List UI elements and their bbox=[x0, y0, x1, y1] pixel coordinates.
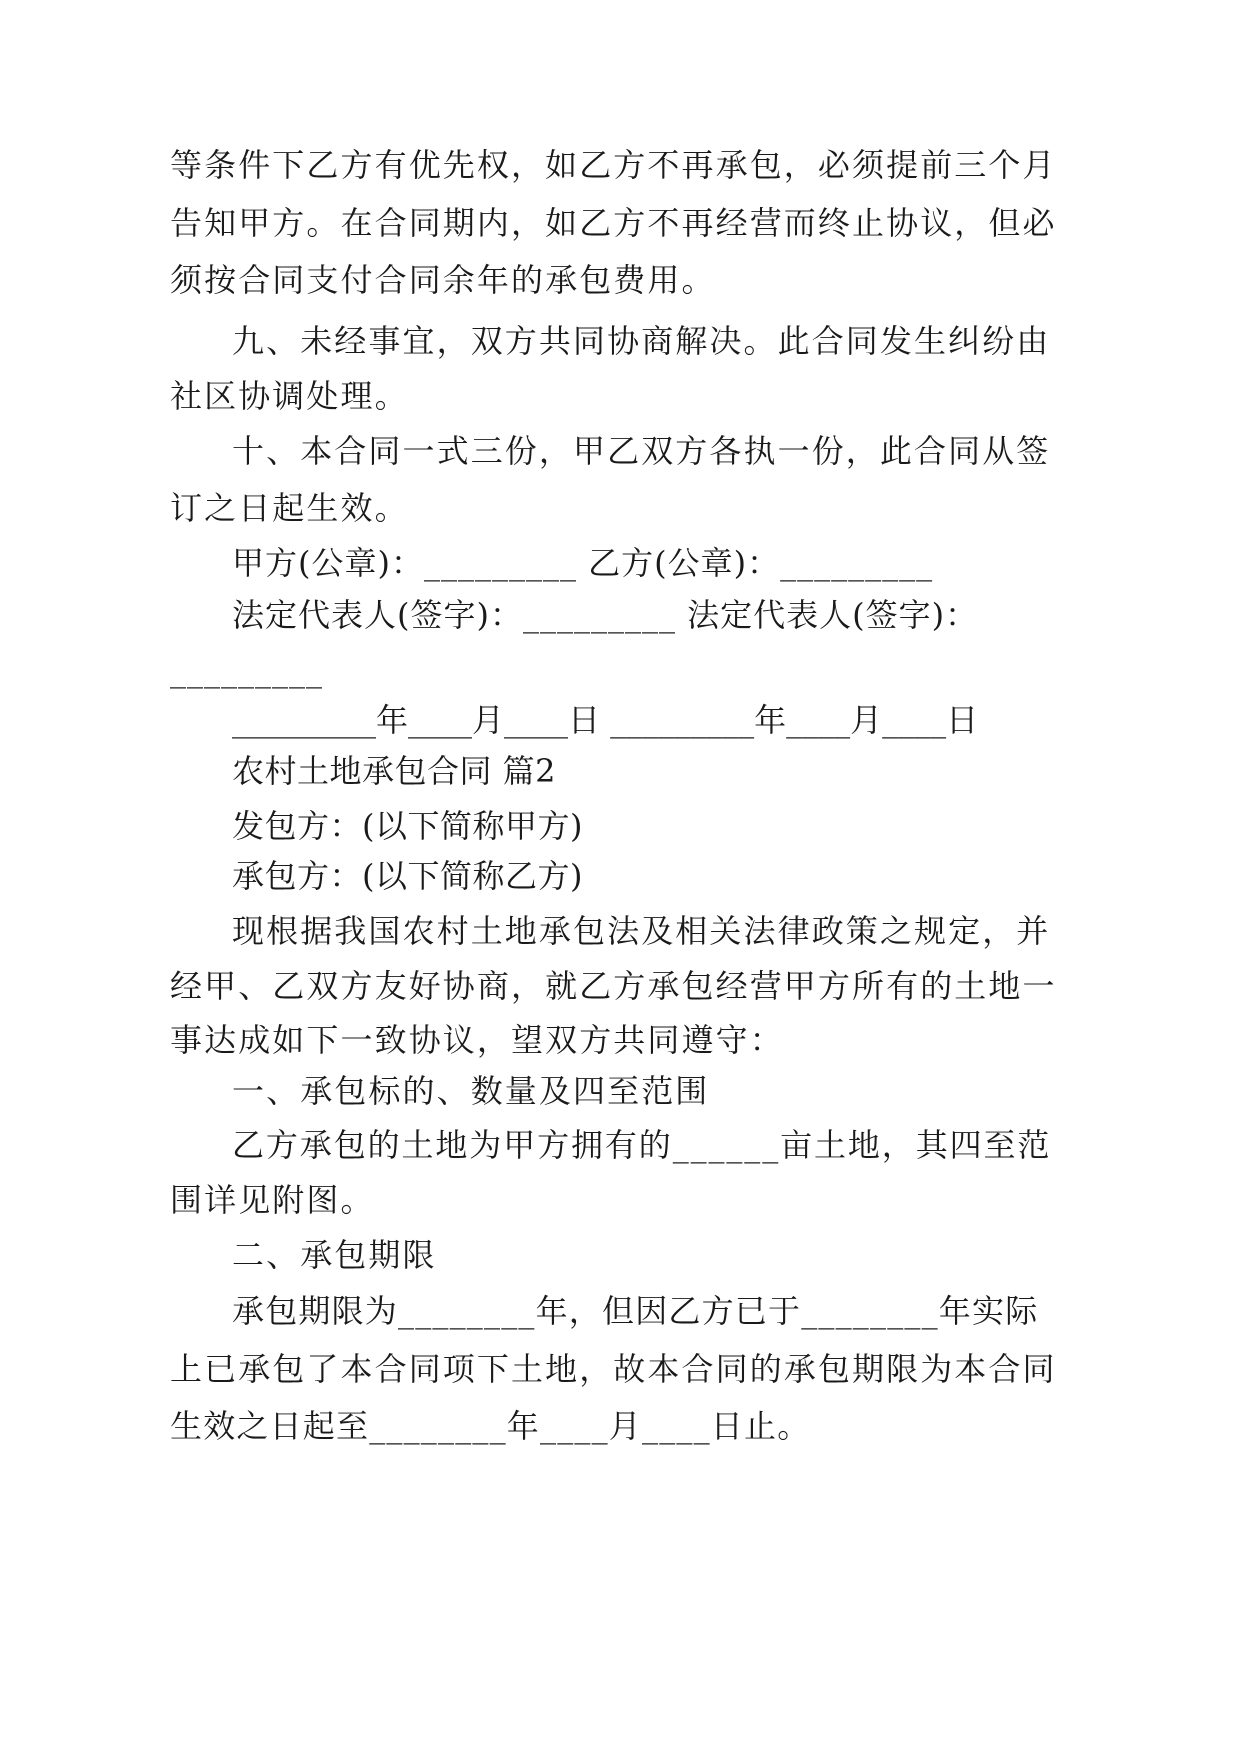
text-line: 经甲、乙双方友好协商，就乙方承包经营甲方所有的土地一 bbox=[170, 967, 1057, 1005]
text-line: 九、未经事宜，双方共同协商解决。此合同发生纠纷由 bbox=[232, 322, 1051, 360]
text-line: 社区协调处理。 bbox=[170, 377, 409, 415]
text-line: 上已承包了本合同项下土地，故本合同的承包期限为本合同 bbox=[170, 1350, 1057, 1388]
text-line: 订之日起生效。 bbox=[170, 489, 409, 527]
signature-line: _________ bbox=[170, 651, 323, 689]
signature-line: 法定代表人(签字)：_________ 法定代表人(签字)： bbox=[232, 596, 979, 634]
text-line: 承包方：(以下简称乙方) bbox=[232, 857, 583, 895]
text-line: 发包方：(以下简称甲方) bbox=[232, 807, 583, 845]
section-heading: 一、承包标的、数量及四至范围 bbox=[232, 1072, 710, 1110]
section-heading: 二、承包期限 bbox=[232, 1236, 437, 1274]
text-line: 生效之日起至________年____月____日止。 bbox=[170, 1407, 811, 1445]
date-line: _________年____月____日 _________年____月____日 bbox=[232, 701, 979, 739]
text-line: 承包期限为________年，但因乙方已于________年实际 bbox=[232, 1292, 1039, 1330]
section-title: 农村土地承包合同 篇2 bbox=[232, 752, 557, 790]
text-line: 现根据我国农村土地承包法及相关法律政策之规定，并 bbox=[232, 912, 1051, 950]
signature-line: 甲方(公章)：_________ 乙方(公章)：_________ bbox=[232, 544, 934, 582]
text-line: 围详见附图。 bbox=[170, 1181, 375, 1219]
text-line: 等条件下乙方有优先权，如乙方不再承包，必须提前三个月 bbox=[170, 146, 1057, 184]
text-line: 须按合同支付合同余年的承包费用。 bbox=[170, 261, 716, 299]
text-line: 乙方承包的土地为甲方拥有的______亩土地，其四至范 bbox=[232, 1126, 1052, 1164]
text-line: 告知甲方。在合同期内，如乙方不再经营而终止协议，但必 bbox=[170, 204, 1057, 242]
text-line: 事达成如下一致协议，望双方共同遵守： bbox=[170, 1021, 784, 1059]
text-line: 十、本合同一式三份，甲乙双方各执一份，此合同从签 bbox=[232, 432, 1051, 470]
